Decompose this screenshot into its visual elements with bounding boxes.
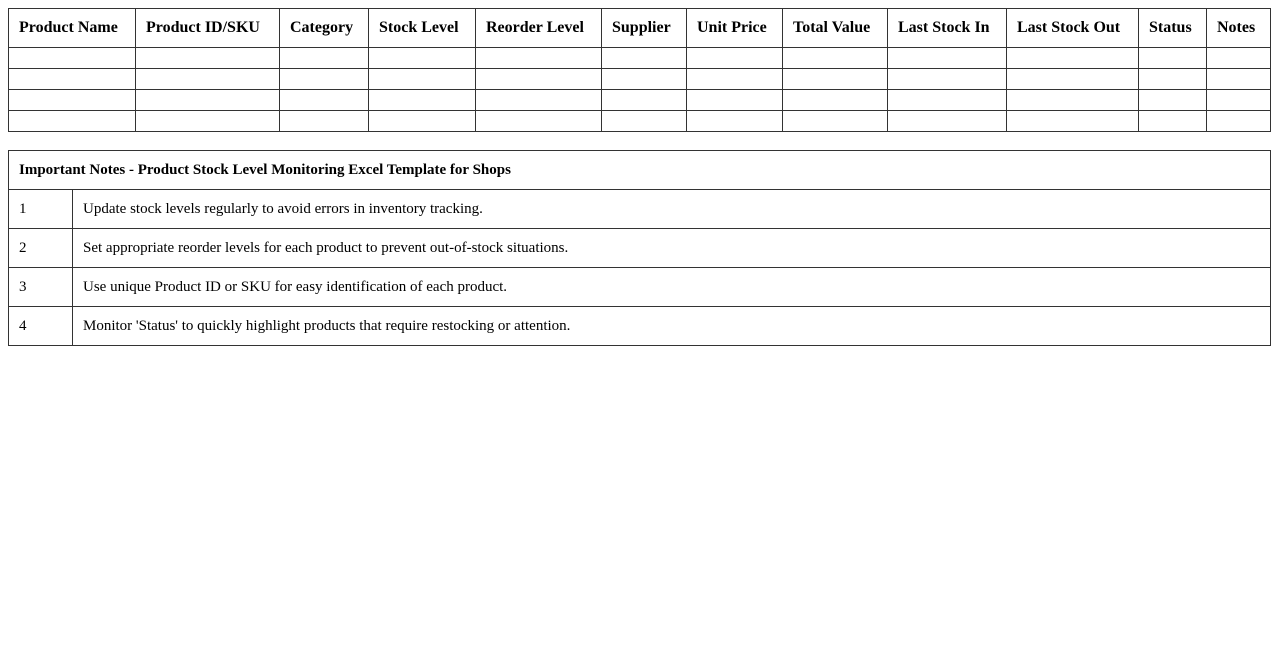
table-cell[interactable] — [888, 111, 1007, 132]
column-header-product-id[interactable]: Product ID/SKU — [136, 9, 280, 48]
table-cell[interactable] — [687, 69, 783, 90]
notes-table — [8, 150, 1271, 346]
list-item — [9, 268, 1271, 307]
table-cell[interactable] — [1007, 111, 1139, 132]
table-cell[interactable] — [369, 69, 476, 90]
table-row — [9, 111, 1271, 132]
column-header-total-value[interactable]: Total Value — [783, 9, 888, 48]
table-row — [9, 69, 1271, 90]
table-cell[interactable] — [888, 48, 1007, 69]
table-cell[interactable] — [1007, 48, 1139, 69]
notes-title: Important Notes - Product Stock Level Monitoring Excel Template for Shops — [9, 151, 1271, 190]
table-cell[interactable] — [280, 90, 369, 111]
column-header-last-stock-out[interactable]: Last Stock Out — [1007, 9, 1139, 48]
table-cell[interactable] — [280, 111, 369, 132]
note-text: Monitor 'Status' to quickly highlight products that require restocking or attention. — [73, 307, 1271, 346]
table-cell[interactable] — [369, 48, 476, 69]
table-cell[interactable] — [1139, 111, 1207, 132]
table-cell[interactable] — [9, 48, 136, 69]
list-item — [9, 307, 1271, 346]
table-cell[interactable] — [136, 90, 280, 111]
table-cell[interactable] — [136, 111, 280, 132]
table-cell[interactable] — [687, 90, 783, 111]
column-header-unit-price[interactable]: Unit Price — [687, 9, 783, 48]
column-header-last-stock-in[interactable]: Last Stock In — [888, 9, 1007, 48]
notes-title-row — [9, 151, 1271, 190]
column-header-notes[interactable]: Notes — [1207, 9, 1271, 48]
table-cell[interactable] — [783, 69, 888, 90]
table-cell[interactable] — [602, 111, 687, 132]
table-cell[interactable] — [687, 48, 783, 69]
table-cell[interactable] — [9, 90, 136, 111]
table-cell[interactable] — [476, 90, 602, 111]
table-cell[interactable] — [476, 111, 602, 132]
table-cell[interactable] — [783, 111, 888, 132]
table-cell[interactable] — [783, 90, 888, 111]
table-cell[interactable] — [9, 69, 136, 90]
table-cell[interactable] — [9, 111, 136, 132]
table-cell[interactable] — [1139, 48, 1207, 69]
note-number: 1 — [9, 190, 73, 229]
table-row — [9, 48, 1271, 69]
table-cell[interactable] — [783, 48, 888, 69]
table-row — [9, 90, 1271, 111]
note-text: Use unique Product ID or SKU for easy identification of each product. — [73, 268, 1271, 307]
table-cell[interactable] — [1007, 69, 1139, 90]
table-cell[interactable] — [888, 90, 1007, 111]
column-header-stock-level[interactable]: Stock Level — [369, 9, 476, 48]
note-number: 2 — [9, 229, 73, 268]
list-item — [9, 190, 1271, 229]
table-cell[interactable] — [280, 69, 369, 90]
note-text: Update stock levels regularly to avoid errors in inventory tracking. — [73, 190, 1271, 229]
table-cell[interactable] — [369, 90, 476, 111]
table-cell[interactable] — [1207, 48, 1271, 69]
table-cell[interactable] — [602, 90, 687, 111]
note-text: Set appropriate reorder levels for each product to prevent out-of-stock situations. — [73, 229, 1271, 268]
table-cell[interactable] — [1139, 69, 1207, 90]
column-header-product-name[interactable]: Product Name — [9, 9, 136, 48]
stock-table — [8, 8, 1271, 132]
table-cell[interactable] — [280, 48, 369, 69]
table-cell[interactable] — [602, 48, 687, 69]
table-cell[interactable] — [888, 69, 1007, 90]
table-cell[interactable] — [1207, 111, 1271, 132]
column-header-supplier[interactable]: Supplier — [602, 9, 687, 48]
table-cell[interactable] — [136, 48, 280, 69]
table-cell[interactable] — [687, 111, 783, 132]
table-cell[interactable] — [602, 69, 687, 90]
note-number: 3 — [9, 268, 73, 307]
column-header-category[interactable]: Category — [280, 9, 369, 48]
column-header-status[interactable]: Status — [1139, 9, 1207, 48]
table-cell[interactable] — [369, 111, 476, 132]
table-cell[interactable] — [476, 48, 602, 69]
column-header-reorder-level[interactable]: Reorder Level — [476, 9, 602, 48]
table-cell[interactable] — [136, 69, 280, 90]
note-number: 4 — [9, 307, 73, 346]
table-cell[interactable] — [1207, 69, 1271, 90]
table-cell[interactable] — [1139, 90, 1207, 111]
table-cell[interactable] — [1007, 90, 1139, 111]
list-item — [9, 229, 1271, 268]
table-cell[interactable] — [1207, 90, 1271, 111]
document-body — [8, 8, 1270, 346]
table-header-row — [9, 9, 1271, 48]
table-cell[interactable] — [476, 69, 602, 90]
